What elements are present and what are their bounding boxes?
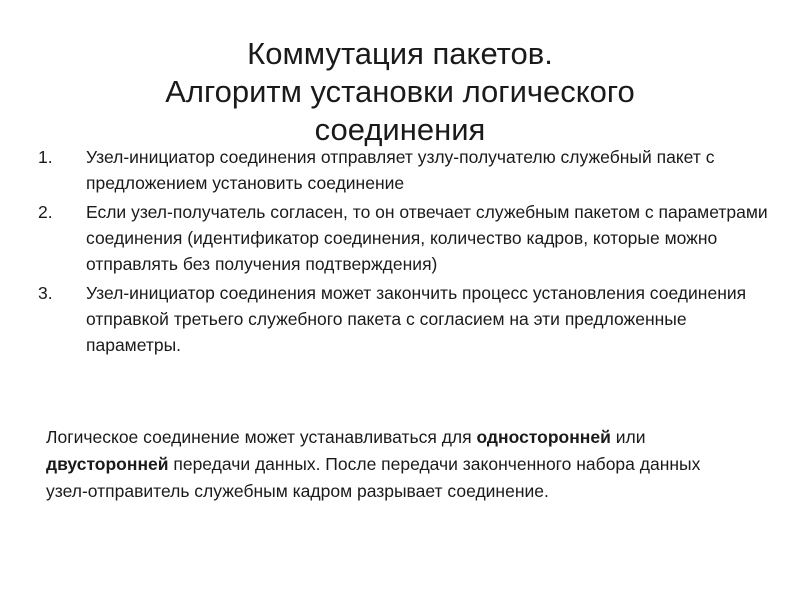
note-bold-two-way: двусторонней bbox=[46, 454, 169, 474]
title-line-2: Алгоритм установки логического bbox=[165, 73, 635, 109]
title-line-1: Коммутация пакетов. bbox=[247, 35, 553, 71]
step-number: 3. bbox=[38, 283, 53, 303]
step-text: Если узел-получатель согласен, то он отвечает служебным пакетом с параметрами соединения (идентификатор соединения, количество кадров, которые можно отправлять без получения подтверждения) bbox=[86, 202, 768, 274]
step-text: Узел-инициатор соединения может закончить процесс установления соединения отправкой третьего служебного пакета с согласием на эти предложенные параметры. bbox=[86, 283, 747, 355]
steps-list bbox=[36, 144, 776, 361]
note-bold-one-way: односторонней bbox=[476, 427, 611, 447]
step-item-1 bbox=[36, 144, 776, 196]
step-item-2 bbox=[36, 199, 776, 277]
step-item-3 bbox=[36, 280, 776, 358]
note-paragraph bbox=[46, 424, 726, 505]
step-text: Узел-инициатор соединения отправляет узлу-получателю служебный пакет с предложением установить соединение bbox=[86, 147, 715, 193]
note-text-part-1: Логическое соединение может устанавливаться для bbox=[46, 427, 477, 447]
title-line-3: соединения bbox=[314, 111, 486, 147]
note-text-part-3: передачи данных. После передачи законченного набора данных узел-отправитель служебным кадром разрывает соединение. bbox=[46, 454, 701, 501]
note-text-part-2: или bbox=[610, 427, 646, 447]
step-number: 2. bbox=[38, 202, 53, 222]
step-number: 1. bbox=[38, 147, 53, 167]
slide-title bbox=[60, 35, 740, 149]
